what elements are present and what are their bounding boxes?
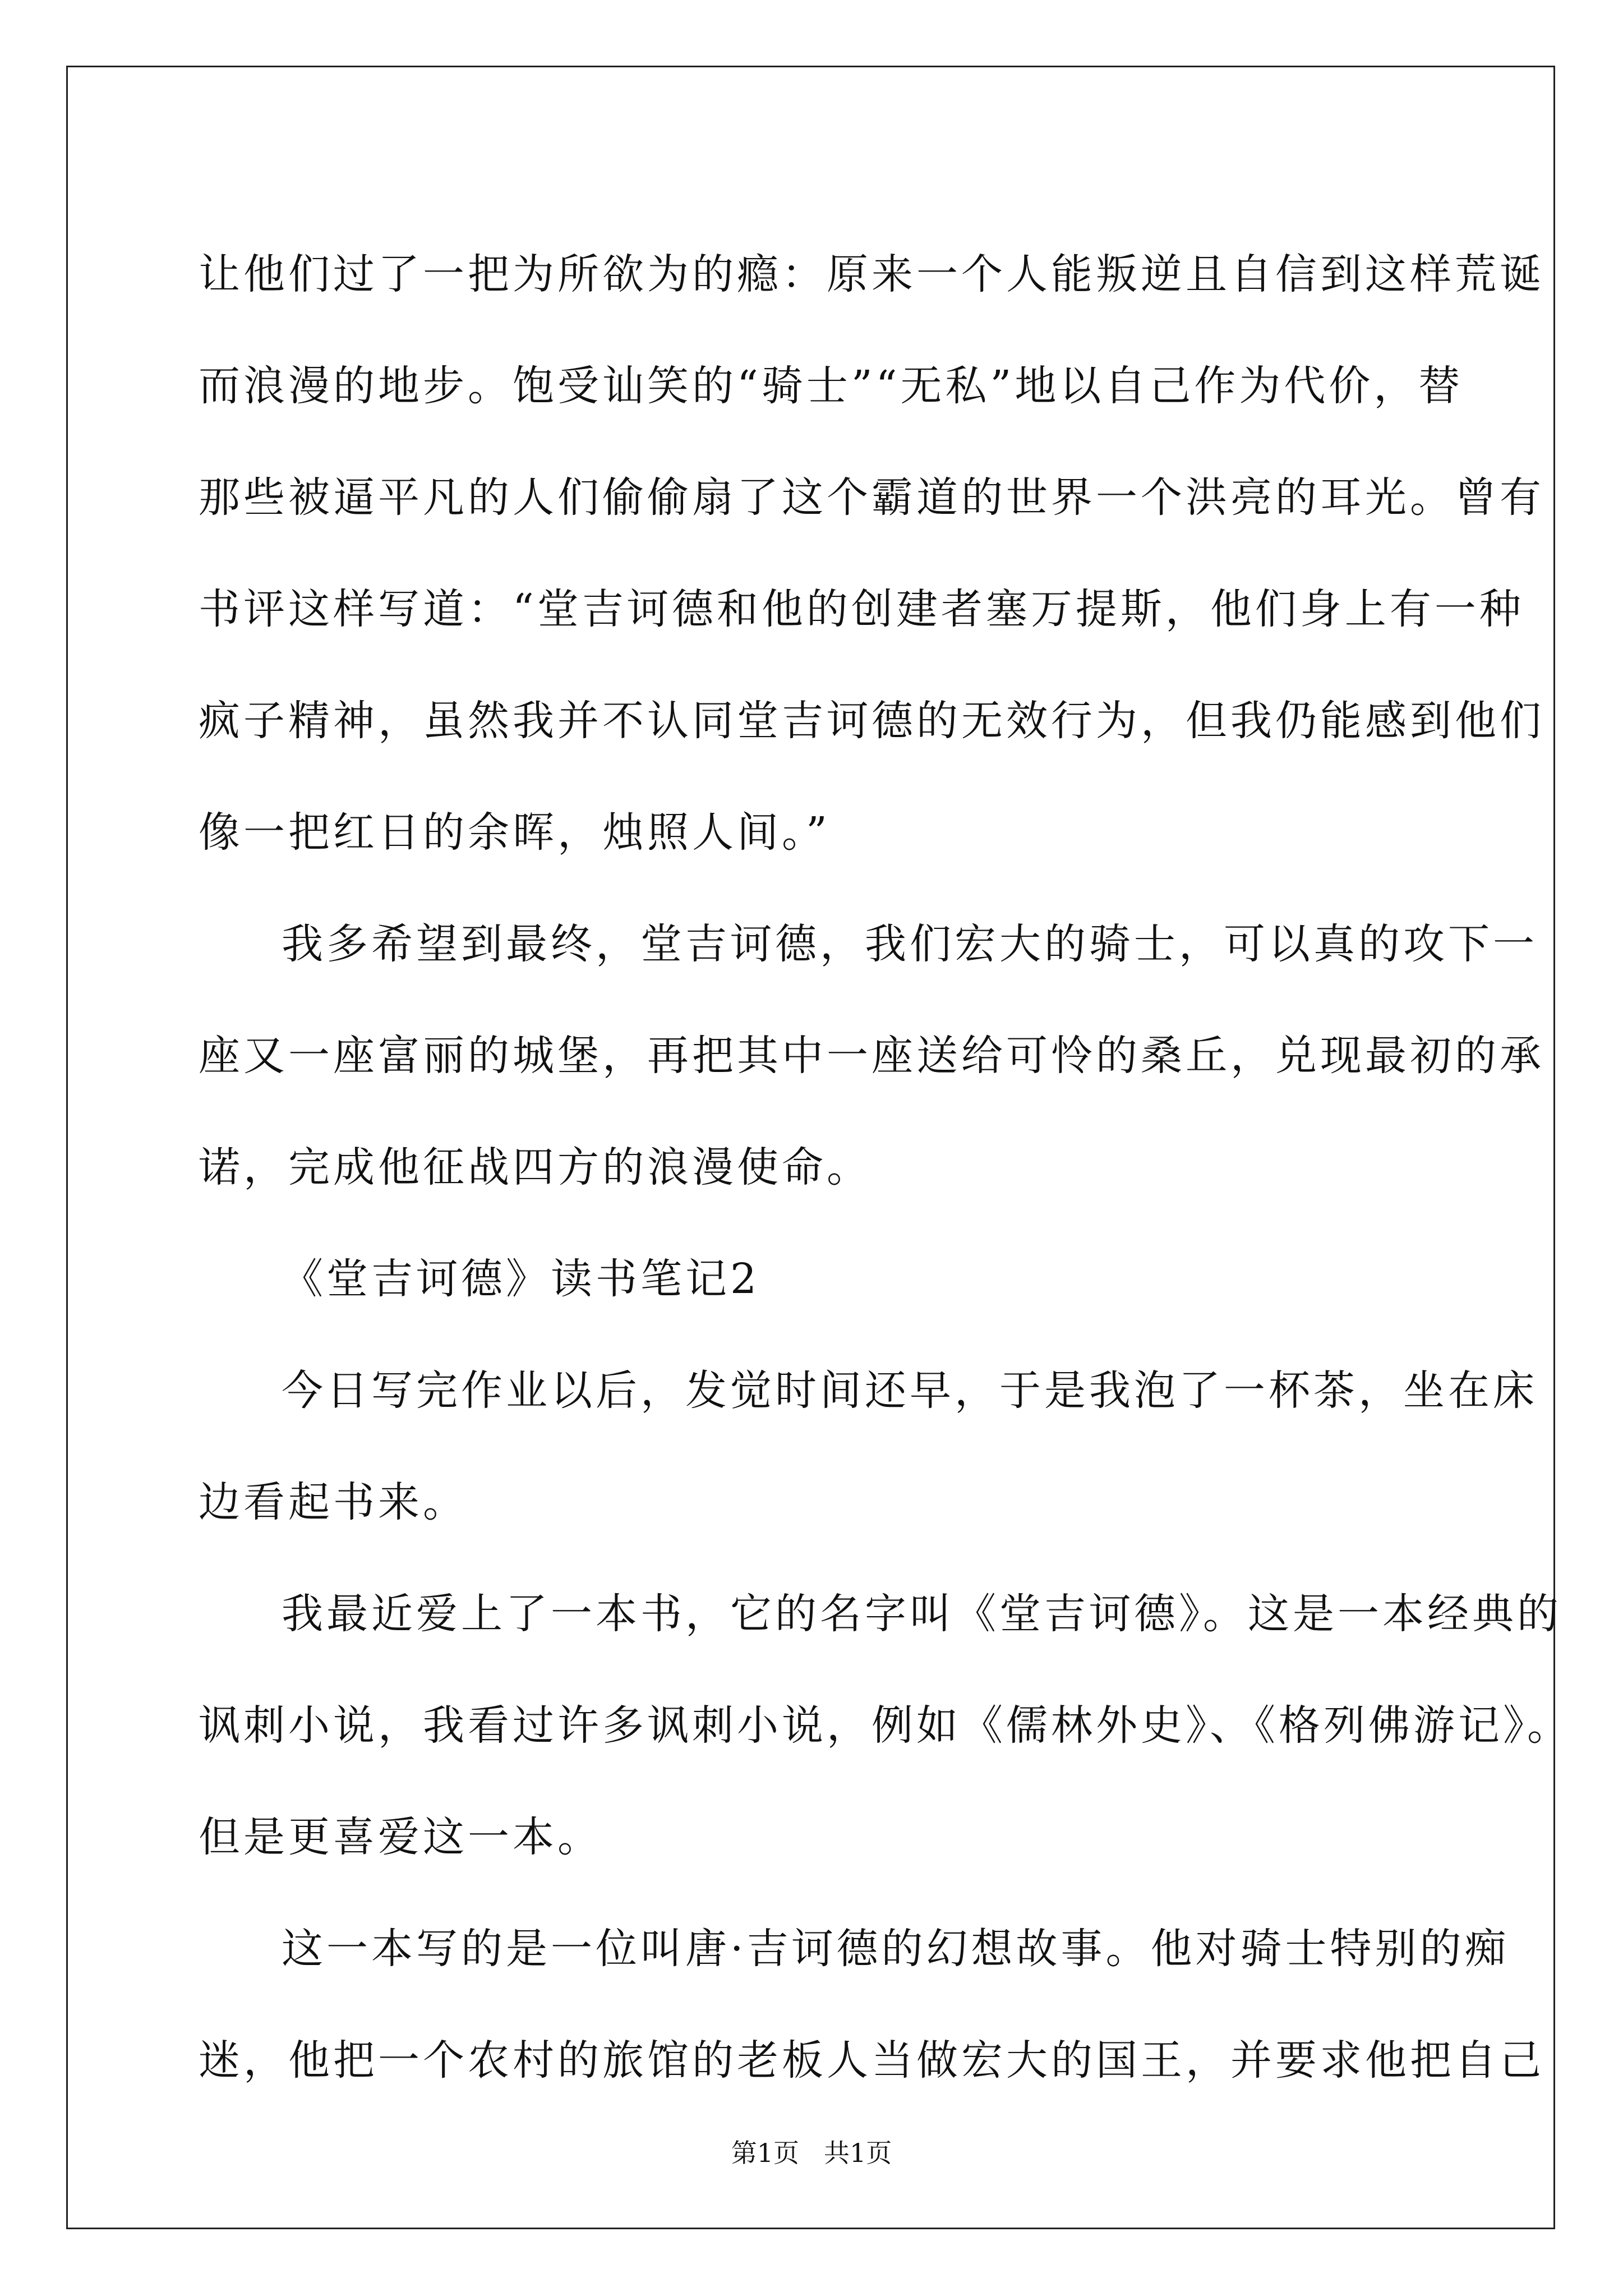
text-line: 那些被逼平凡的人们偷偷扇了这个霸道的世界一个洪亮的耳光。曾有: [199, 473, 1544, 522]
paragraph-start-line: 我多希望到最终，堂吉诃德，我们宏大的骑士，可以真的攻下一: [282, 920, 1538, 968]
document-body: [199, 219, 1572, 2116]
text-line: 疯子精神，虽然我并不认同堂吉诃德的无效行为，但我仍能感到他们: [199, 697, 1544, 745]
text-line: 诺，完成他征战四方的浪漫使命。: [199, 1143, 872, 1191]
paragraph-start-line: 我最近爱上了一本书，它的名字叫《堂吉诃德》。这是一本经典的: [282, 1590, 1562, 1638]
text-line: 讽刺小说，我看过许多讽刺小说，例如《儒林外史》、《格列佛游记》。: [199, 1701, 1572, 1750]
text-line: 而浪漫的地步。饱受讪笑的“骑士”“无私”地以自己作为代价，替: [199, 362, 1464, 410]
page-number: 第1页: [731, 2138, 799, 2168]
text-line: 边看起书来。: [199, 1478, 468, 1526]
paragraph-start-line: 今日写完作业以后，发觉时间还早，于是我泡了一杯茶，坐在床: [282, 1366, 1538, 1415]
text-line: 座又一座富丽的城堡，再把其中一座送给可怜的桑丘，兑现最初的承: [199, 1032, 1544, 1080]
section-heading: 《堂吉诃德》读书笔记2: [282, 1255, 760, 1303]
page-footer: [0, 2136, 1623, 2170]
text-line: 但是更喜爱这一本。: [199, 1813, 602, 1861]
text-line: 迷，他把一个农村的旅馆的老板人当做宏大的国王，并要求他把自己: [199, 2036, 1544, 2085]
paragraph-start-line: 这一本写的是一位叫唐·吉诃德的幻想故事。他对骑士特别的痴: [282, 1925, 1510, 1973]
page-total: 共1页: [824, 2138, 892, 2168]
text-line: 像一把红日的余晖，烛照人间。”: [199, 808, 831, 857]
text-line: 让他们过了一把为所欲为的瘾：原来一个人能叛逆且自信到这样荒诞: [199, 250, 1544, 298]
text-line: 书评这样写道：“堂吉诃德和他的创建者塞万提斯，他们身上有一种: [199, 585, 1524, 633]
